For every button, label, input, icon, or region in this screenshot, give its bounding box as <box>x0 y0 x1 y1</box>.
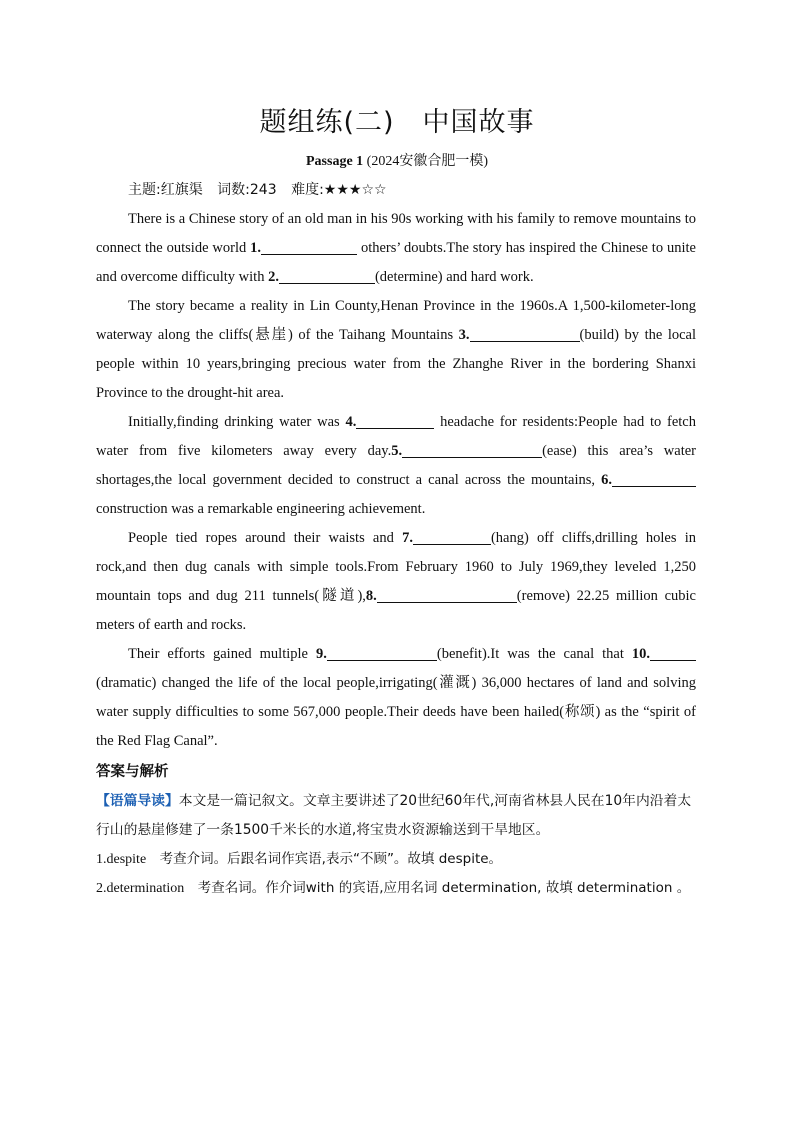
paragraph-1 <box>96 205 696 292</box>
blank-number-10: 10. <box>631 646 650 662</box>
text-segment: headache for residents:People had to fetch water from five kilometers away every day. <box>96 414 696 459</box>
passage-meta <box>128 179 397 199</box>
blank-10[interactable] <box>650 643 696 661</box>
answer-2-explanation: 考查名词。作介词with 的宾语,应用名词 determination, 故填 determination 。 <box>184 880 691 896</box>
text-segment: (benefit).It was the canal that <box>436 646 632 662</box>
difficulty-label: 难度:★★★☆☆ <box>291 182 387 198</box>
text-segment: others’ doubts.The story has inspired the Chinese to unite and overcome difficulty with <box>96 240 696 285</box>
passage-body <box>96 205 696 903</box>
blank-number-3: 3. <box>458 327 470 343</box>
blank-7[interactable] <box>413 527 491 545</box>
answer-2-word: 2.determination <box>96 881 185 896</box>
blank-8[interactable] <box>377 585 517 603</box>
passage-label: Passage 1 <box>306 154 364 169</box>
blank-2[interactable] <box>279 266 375 284</box>
text-segment: (hang) off cliffs,drilling holes in rock,and then dug canals with simple tools.From February 1960 to July 1969,they leveled 1,250 mountain tops and dug 211 tunnels(隧道), <box>96 530 696 604</box>
text-segment: People tied ropes around their waists and <box>128 530 403 546</box>
text-segment: (determine) and hard work. <box>374 269 534 285</box>
answer-1-word: 1.despite <box>96 852 147 867</box>
text-segment: (remove) 22.25 million cubic meters of earth and rocks. <box>96 588 696 633</box>
paragraph-4 <box>96 524 696 640</box>
text-segment: There is a Chinese story of an old man in his 90s working with his family to remove mountains to connect the outside world <box>96 211 696 256</box>
answers-heading: 答案与解析 <box>96 764 169 780</box>
blank-5[interactable] <box>402 440 542 458</box>
reading-guide-text: 本文是一篇记叙文。文章主要讲述了20世纪60年代,河南省林县人民在10年内沿着太行山的悬崖修建了一条1500千米长的水道,将宝贵水资源输送到干旱地区。 <box>96 793 692 838</box>
blank-number-6: 6. <box>601 472 612 488</box>
paragraph-2 <box>96 292 696 408</box>
page-title: 题组练(二) 中国故事 <box>259 107 535 138</box>
word-count-label: 词数:243 <box>217 182 277 198</box>
passage-source: (2024安徽合肥一模) <box>366 154 488 169</box>
reading-guide <box>96 787 696 845</box>
reading-guide-tag: 【语篇导读】 <box>96 793 179 809</box>
answer-2 <box>96 874 696 903</box>
paragraph-3 <box>96 408 696 524</box>
blank-number-5: 5. <box>391 443 403 459</box>
blank-number-4: 4. <box>345 414 357 430</box>
answer-1-explanation: 考查介词。后跟名词作宾语,表示“不顾”。故填 despite。 <box>146 851 503 867</box>
blank-number-1: 1. <box>250 240 262 256</box>
blank-9[interactable] <box>327 643 437 661</box>
text-segment: The story became a reality in Lin County,Henan Province in the 1960s.A 1,500-kilometer-long waterway along the cliffs(悬崖) of the Taihang Mountains <box>96 298 696 343</box>
topic-label: 主题:红旗渠 <box>128 182 203 198</box>
blank-1[interactable] <box>261 237 357 255</box>
text-segment: (dramatic) changed the life of the local people,irrigating(灌溉) 36,000 hectares of land and solving water supply difficulties to some 567,000 people.Their deeds have been hailed(称颂) as the “spirit of the Red Flag Canal”. <box>96 675 696 749</box>
blank-3[interactable] <box>470 324 580 342</box>
answer-1 <box>96 845 696 874</box>
passage-heading <box>0 150 794 170</box>
text-segment: Initially,finding drinking water was <box>128 414 346 430</box>
blank-number-2: 2. <box>268 269 279 285</box>
blank-4[interactable] <box>356 411 434 429</box>
text-segment: construction was a remarkable engineering achievement. <box>96 501 426 517</box>
blank-number-8: 8. <box>365 588 377 604</box>
text-segment: (ease) this area’s water shortages,the local government decided to construct a canal across the mountains, <box>96 443 696 488</box>
text-segment: (build) by the local people within 10 years,bringing precious water from the Zhanghe River in the bordering Shanxi Province to the drought-hit area. <box>96 327 697 401</box>
blank-number-9: 9. <box>315 646 327 662</box>
blank-6[interactable] <box>612 469 696 487</box>
paragraph-5 <box>96 640 696 756</box>
text-segment: Their efforts gained multiple <box>128 646 316 662</box>
blank-number-7: 7. <box>402 530 413 546</box>
